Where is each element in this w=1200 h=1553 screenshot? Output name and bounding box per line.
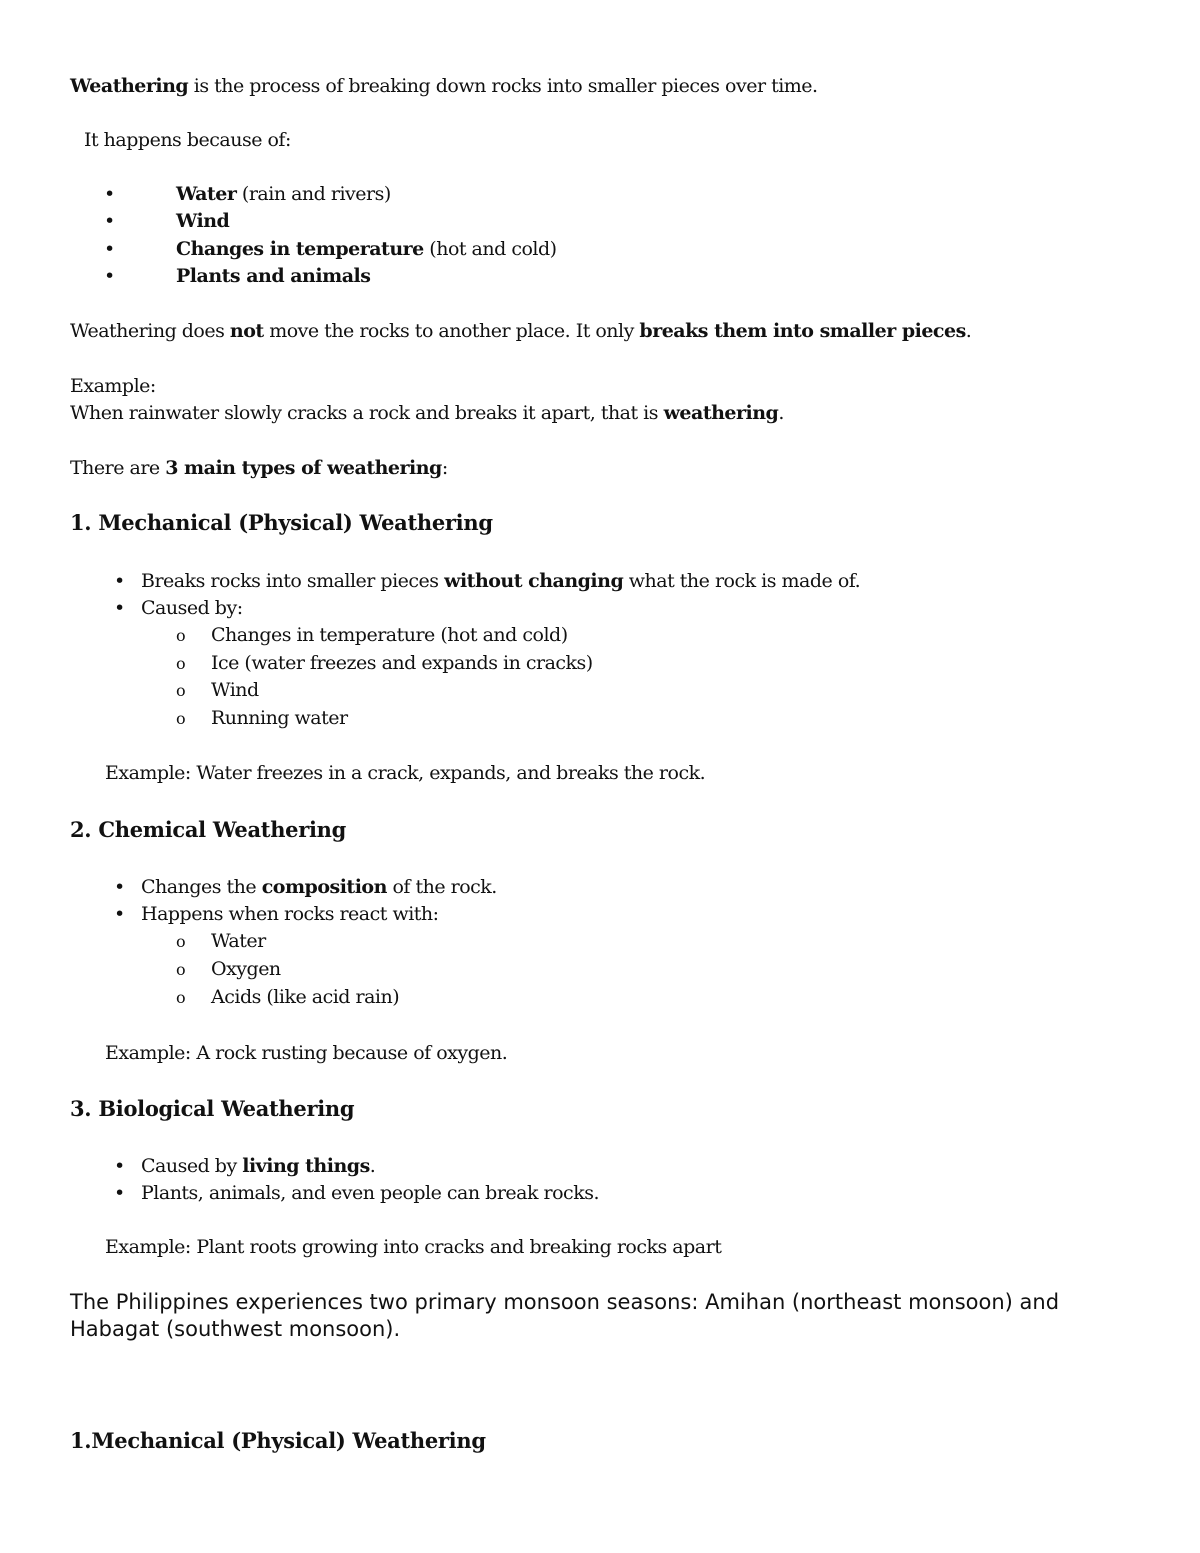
bullet-glyph: • [104,265,116,287]
cause-rest: (rain and rivers) [236,183,391,205]
section-heading-chemical: 2. Chemical Weathering [70,817,347,842]
cause-bold: Changes in temperature [176,238,424,260]
text-span: Caused by [141,1155,243,1177]
sub-item-text: Ice (water freezes and expands in cracks) [211,652,593,674]
definition-term: Weathering [70,75,189,97]
sub-bullet-glyph: o [176,960,186,979]
cause-bold: Wind [176,210,230,232]
bullet-glyph: • [104,210,116,232]
bullet-glyph: • [104,238,116,260]
text-span: . [778,402,784,424]
text-span: There are [70,457,166,479]
bullet-glyph: • [114,570,126,592]
text-span: . [965,320,972,342]
bold-span: living things [242,1155,370,1177]
bullet-glyph: • [114,876,126,898]
chemical-example: Example: A rock rusting because of oxygen. [105,1042,508,1064]
text-span: . [369,1155,376,1177]
sub-bullet-glyph: o [176,988,186,1007]
bold-span: composition [261,876,387,898]
bold-span: weathering [663,402,779,424]
text-span: move the rocks to another place. It only [263,320,640,342]
bullet-glyph: • [114,597,126,619]
example-label: Example: [70,375,156,397]
cause-rest: (hot and cold) [423,238,557,260]
biological-item-text: Plants, animals, and even people can break rocks. [141,1182,599,1204]
cause-bold: Water [176,183,237,205]
definition-text: is the process of breaking down rocks into smaller pieces over time. [188,75,818,97]
text-span: what the rock is made of. [623,570,861,592]
caused-by-label: Caused by: [141,597,243,619]
cause-bold: Plants and animals [176,265,371,287]
sub-bullet-glyph: o [176,626,186,645]
monsoon-paragraph: The Philippines experiences two primary monsoon seasons: Amihan (northeast monsoon) and Habagat (southwest monsoon). [70,1290,1060,1341]
sub-item-text: Running water [211,707,348,729]
react-with-label: Happens when rocks react with: [141,903,439,925]
sub-bullet-glyph: o [176,932,186,951]
text-span: When rainwater slowly cracks a rock and breaks it apart, that is [70,402,664,424]
example-paragraph [70,399,784,427]
sub-bullet-glyph: o [176,654,186,673]
section-heading-biological: 3. Biological Weathering [70,1096,355,1121]
text-span: Weathering does [70,320,230,342]
mechanical-example: Example: Water freezes in a crack, expands, and breaks the rock. [105,762,706,784]
sub-item-text: Oxygen [211,958,281,980]
sub-bullet-glyph: o [176,681,186,700]
definition-paragraph [70,72,818,100]
bullet-glyph: • [114,1182,126,1204]
repeat-heading-mechanical: 1.Mechanical (Physical) Weathering [70,1428,486,1453]
sub-item-text: Wind [211,679,259,701]
text-span: of the rock. [386,876,497,898]
bullet-glyph: • [114,1155,126,1177]
bold-span: not [229,320,264,342]
types-lead [70,454,448,482]
bullet-glyph: • [114,903,126,925]
text-span: : [441,457,448,479]
text-span: Changes the [141,876,262,898]
text-span: Breaks rocks into smaller pieces [141,570,445,592]
bold-span: 3 main types of weathering [165,457,442,479]
bullet-glyph: • [104,183,116,205]
bold-span: breaks them into smaller pieces [639,320,966,342]
bold-span: without changing [444,570,624,592]
not-move-paragraph [70,317,971,345]
sub-bullet-glyph: o [176,709,186,728]
causes-lead: It happens because of: [84,129,291,151]
sub-item-text: Water [211,930,266,952]
biological-example: Example: Plant roots growing into cracks and breaking rocks apart [105,1236,722,1258]
section-heading-mechanical: 1. Mechanical (Physical) Weathering [70,510,493,535]
sub-item-text: Acids (like acid rain) [211,986,400,1008]
sub-item-text: Changes in temperature (hot and cold) [211,624,568,646]
